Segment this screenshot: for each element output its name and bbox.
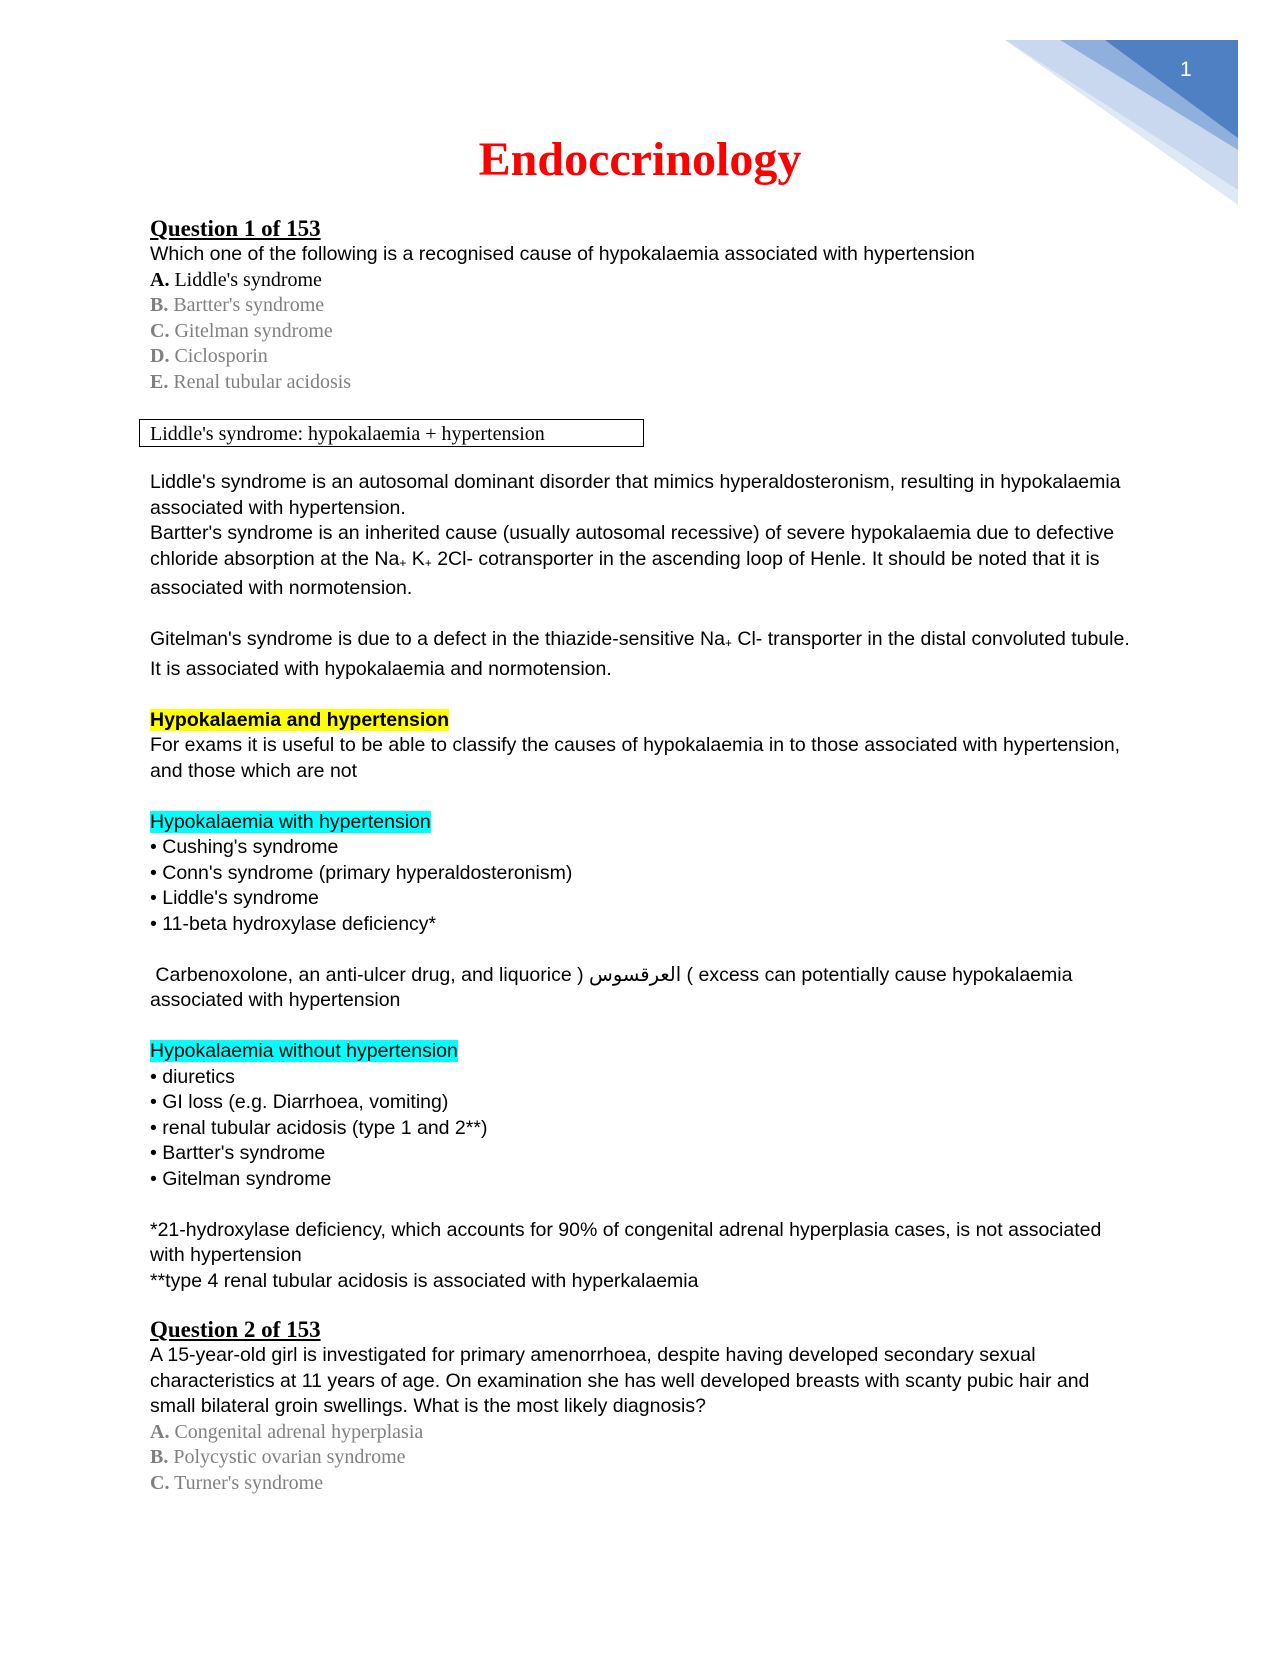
- option-text: Gitelman syndrome: [174, 319, 333, 342]
- option-letter: C.: [150, 1471, 170, 1494]
- list-item: • diuretics: [150, 1065, 235, 1088]
- document-title: Endoccrinology: [478, 133, 802, 186]
- summary-box: Liddle's syndrome: hypokalaemia + hypertension: [139, 419, 644, 447]
- option-text: Polycystic ovarian syndrome: [173, 1446, 406, 1468]
- list-item: • Bartter's syndrome: [150, 1142, 326, 1164]
- list-item: • 11-beta hydroxylase deficiency*: [150, 912, 437, 935]
- question-1-option-e[interactable]: [150, 370, 1140, 396]
- list-item: • GI loss (e.g. Diarrhoea, vomiting): [150, 1091, 449, 1113]
- option-text: Turner's syndrome: [174, 1471, 324, 1494]
- question-2-heading: Question 2 of 153: [150, 1317, 321, 1342]
- option-letter: A.: [150, 268, 170, 291]
- carbenoxolone-note: Carbenoxolone, an anti-ulcer drug, and liquorice ) العرقسوس ( excess can potentially cause hypokalaemia associated with hypertension: [150, 963, 1073, 1011]
- option-letter: E.: [150, 370, 169, 393]
- list-item: • Conn's syndrome (primary hyperaldosteronism): [150, 861, 573, 884]
- list-item: • Gitelman syndrome: [150, 1167, 332, 1190]
- option-letter: D.: [150, 345, 170, 367]
- with-hypertension-heading: Hypokalaemia with hypertension: [150, 810, 431, 833]
- question-2-stem: A 15-year-old girl is investigated for primary amenorrhoea, despite having developed secondary sexual characteristics at 11 years of age. On examination she has well developed breasts with scanty pubic hair and small bilateral groin swellings. What is the most likely diagnosis?: [150, 1344, 1090, 1417]
- option-text: Congenital adrenal hyperplasia: [174, 1420, 424, 1443]
- question-1-option-a[interactable]: [150, 268, 1140, 294]
- option-letter: A.: [150, 1420, 170, 1443]
- option-text: Liddle's syndrome: [174, 268, 322, 291]
- option-letter: C.: [150, 319, 170, 342]
- option-letter: B.: [150, 294, 169, 316]
- list-item: • renal tubular acidosis (type 1 and 2**): [150, 1116, 488, 1139]
- explanation-bartter: Bartter's syndrome is an inherited cause (usually autosomal recessive) of severe hypokalaemia due to defective chloride absorption at the Na+ K+ 2Cl- cotransporter in the ascending loop of Henle. It should be noted that it is associated with normotension.: [150, 522, 1115, 599]
- option-text: Bartter's syndrome: [173, 294, 325, 316]
- question-2-option-c[interactable]: [150, 1471, 1140, 1497]
- section-intro: For exams it is useful to be able to classify the causes of hypokalaemia in to those associated with hypertension, and those which are not: [150, 734, 1121, 782]
- explanation-liddle: Liddle's syndrome is an autosomal dominant disorder that mimics hyperaldosteronism, resulting in hypokalaemia associated with hypertension.: [150, 471, 1121, 519]
- list-item: • Cushing's syndrome: [150, 836, 339, 858]
- explanation-gitelman: Gitelman's syndrome is due to a defect in the thiazide-sensitive Na+ Cl- transporter in the distal convoluted tubule. It is associated with hypokalaemia and normotension.: [150, 628, 1130, 680]
- option-text: Renal tubular acidosis: [173, 370, 352, 393]
- question-2-option-b[interactable]: [150, 1445, 1140, 1471]
- list-item: • Liddle's syndrome: [150, 887, 319, 909]
- question-2-option-a[interactable]: [150, 1420, 1140, 1446]
- footnote-type4-rta: **type 4 renal tubular acidosis is associated with hyperkalaemia: [150, 1269, 699, 1292]
- question-1-option-c[interactable]: [150, 319, 1140, 345]
- question-1-heading: Question 1 of 153: [150, 216, 321, 241]
- section-heading: Hypokalaemia and hypertension: [150, 708, 450, 731]
- page-number: 1: [1180, 58, 1192, 81]
- without-hypertension-heading: Hypokalaemia without hypertension: [150, 1040, 458, 1062]
- footnote-21-hydroxylase: *21-hydroxylase deficiency, which accounts for 90% of congenital adrenal hyperplasia cases, is not associated with hypertension: [150, 1218, 1102, 1266]
- question-1-stem: Which one of the following is a recognised cause of hypokalaemia associated with hypertension: [150, 243, 975, 265]
- option-letter: B.: [150, 1446, 169, 1468]
- question-1-option-b[interactable]: [150, 293, 1140, 319]
- document-body: [150, 215, 1140, 1496]
- question-1-option-d[interactable]: [150, 344, 1140, 370]
- option-text: Ciclosporin: [174, 345, 268, 367]
